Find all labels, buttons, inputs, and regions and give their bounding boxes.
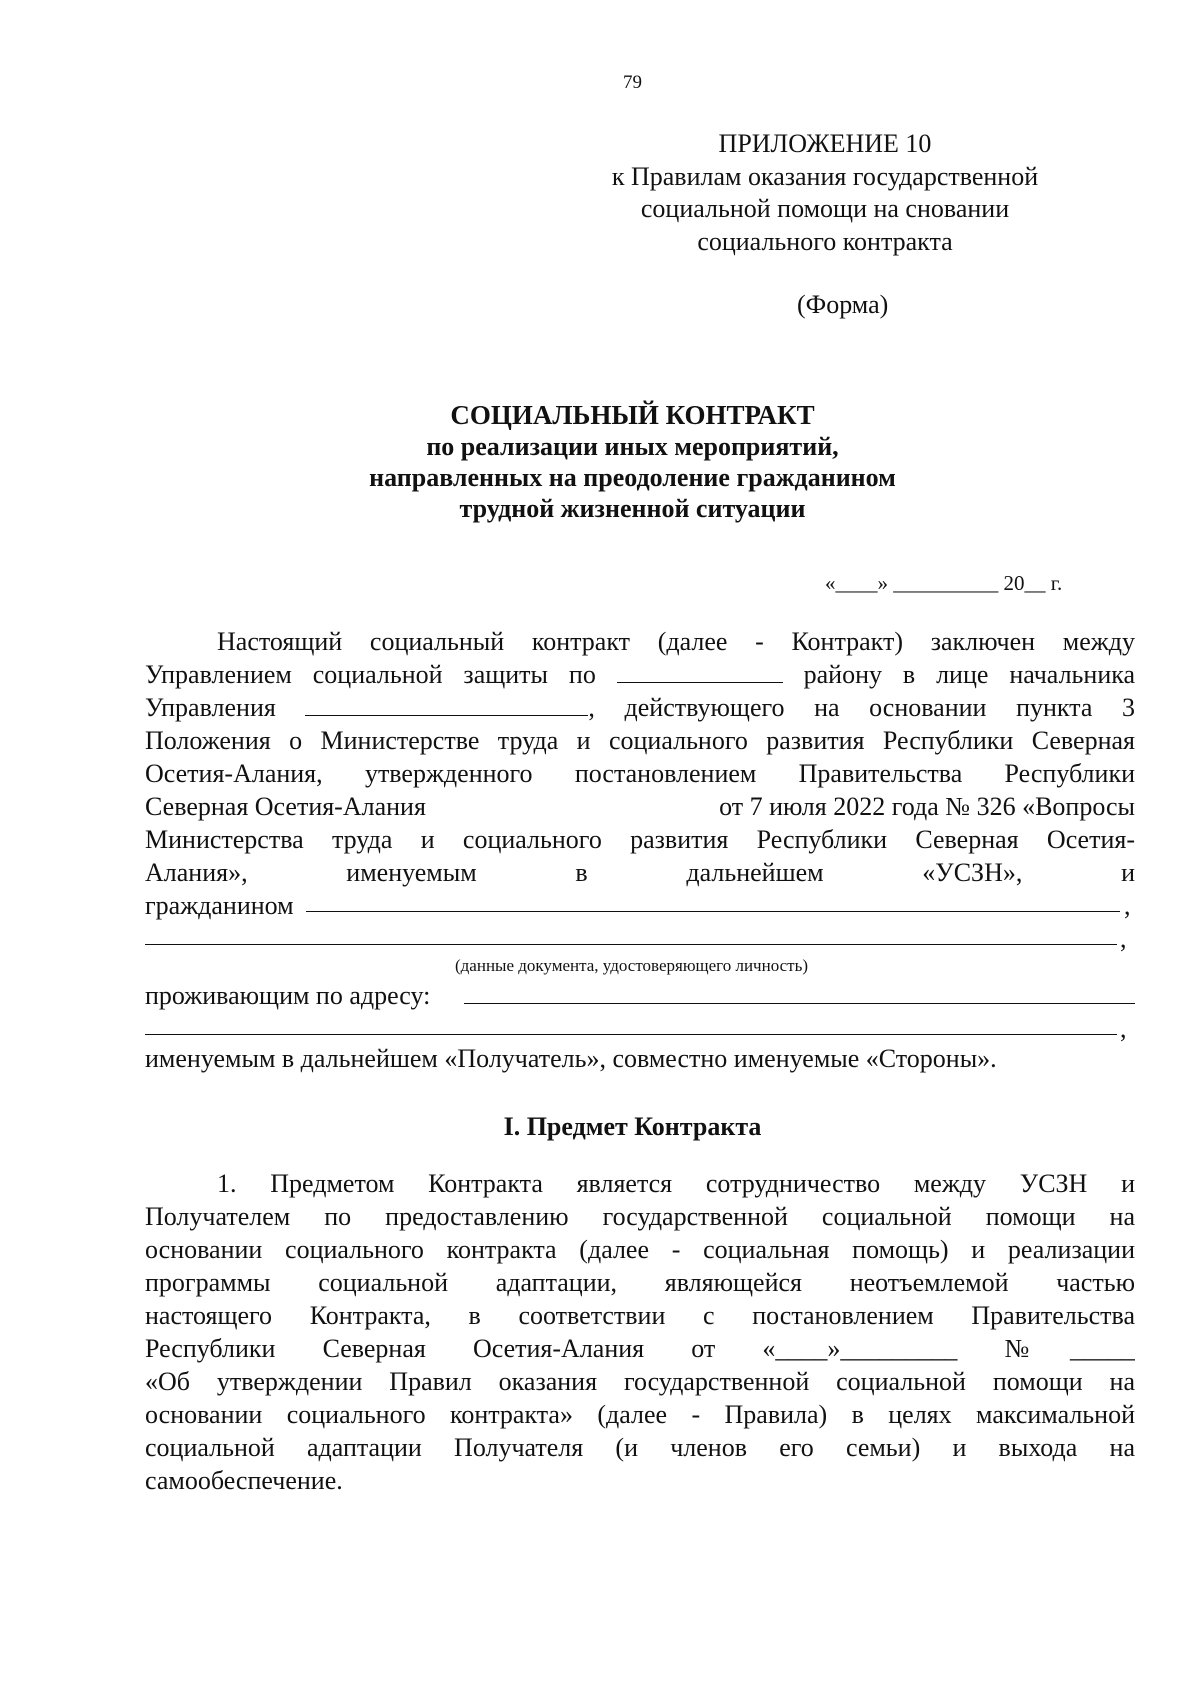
appendix-block: [560, 128, 1090, 258]
address-blank-2: [145, 1034, 1117, 1035]
title-main: СОЦИАЛЬНЫЙ КОНТРАКТ: [450, 400, 815, 430]
closing-line: именуемым в дальнейшем «Получатель», совместно именуемые «Стороны».: [145, 1044, 997, 1073]
section-line: настоящего Контракта, в соответствии с постановлением Правительства: [145, 1301, 1135, 1330]
comma: ,: [1120, 924, 1127, 953]
address-blank: [464, 1003, 1135, 1004]
appendix-line: социального контракта: [697, 226, 953, 256]
id-caption: (данные документа, удостоверяющего личность): [455, 956, 809, 975]
citizen-blank: [306, 911, 1120, 912]
preamble-line: Осетия-Алания, утвержденного постановлением Правительства Республики: [145, 759, 1135, 788]
preamble-line: [145, 790, 1135, 823]
appendix-line: социальной помощи на сновании: [640, 194, 1010, 223]
form-label: (Форма): [797, 290, 889, 319]
document-title: [0, 400, 1200, 524]
preamble-line: Министерства труда и социального развития Республики Северная Осетия-: [145, 825, 1135, 854]
section-line: основании социального контракта (далее - социальная помощь) и реализации: [145, 1235, 1135, 1264]
section-heading: I. Предмет Контракта: [503, 1112, 762, 1141]
preamble-words: Северная Осетия-Алания: [145, 792, 426, 821]
appendix-title: ПРИЛОЖЕНИЕ 10: [718, 129, 932, 158]
preamble-words: от 7 июля 2022 года № 326 «Вопросы: [719, 792, 1135, 821]
preamble-words: , действующего на основании пункта 3: [588, 693, 1135, 722]
contract-date-field: «____» __________ 20__ г.: [825, 571, 1063, 595]
section-line: программы социальной адаптации, являющейся неотъемлемой частью: [145, 1268, 1135, 1297]
title-subline: по реализации иных мероприятий,: [426, 432, 839, 461]
section-line: 1. Предметом Контракта является сотрудничество между УСЗН и: [217, 1169, 1135, 1198]
preamble-line: Настоящий социальный контракт (далее - Контракт) заключен между: [217, 627, 1135, 656]
id-document-blank: [145, 944, 1117, 945]
address-line: [145, 979, 1135, 1012]
section-line: Республики Северная Осетия-Алания от «____»_________ №_____: [145, 1334, 1135, 1363]
section-line: «Об утверждении Правил оказания государственной социальной помощи на: [145, 1367, 1135, 1396]
comma: ,: [1124, 891, 1131, 920]
title-subline: трудной жизненной ситуации: [459, 494, 806, 523]
section-line: Получателем по предоставлению государственной социальной помощи на: [145, 1202, 1135, 1231]
preamble-line: Положения о Министерстве труда и социального развития Республики Северная: [145, 726, 1135, 755]
id-document-line: [145, 922, 1135, 955]
address-label: проживающим по адресу:: [145, 981, 431, 1010]
preamble-words: Управлением социальной защиты по: [145, 660, 596, 689]
address-line-2: [145, 1012, 1135, 1045]
head-name-blank: [305, 691, 588, 716]
title-subline: направленных на преодоление гражданином: [369, 463, 896, 492]
preamble-line: [145, 691, 1135, 724]
citizen-line: [145, 889, 1135, 922]
comma: ,: [1120, 1014, 1127, 1043]
preamble-line: Алания», именуемым в дальнейшем «УСЗН», и: [145, 858, 1135, 887]
section-line: самообеспечение.: [145, 1466, 343, 1495]
section-line: основании социального контракта» (далее - Правила) в целях максимальной: [145, 1400, 1135, 1429]
preamble-word: Управления: [145, 693, 276, 722]
page-number: 79: [623, 72, 642, 93]
district-blank: [617, 658, 783, 683]
citizen-label: гражданином: [145, 891, 294, 920]
appendix-line: к Правилам оказания государственной: [611, 161, 1039, 191]
preamble-line: [145, 658, 1135, 691]
section-line: социальной адаптации Получателя (и членов его семьи) и выхода на: [145, 1433, 1135, 1462]
preamble-words: району в лице начальника: [803, 660, 1135, 689]
